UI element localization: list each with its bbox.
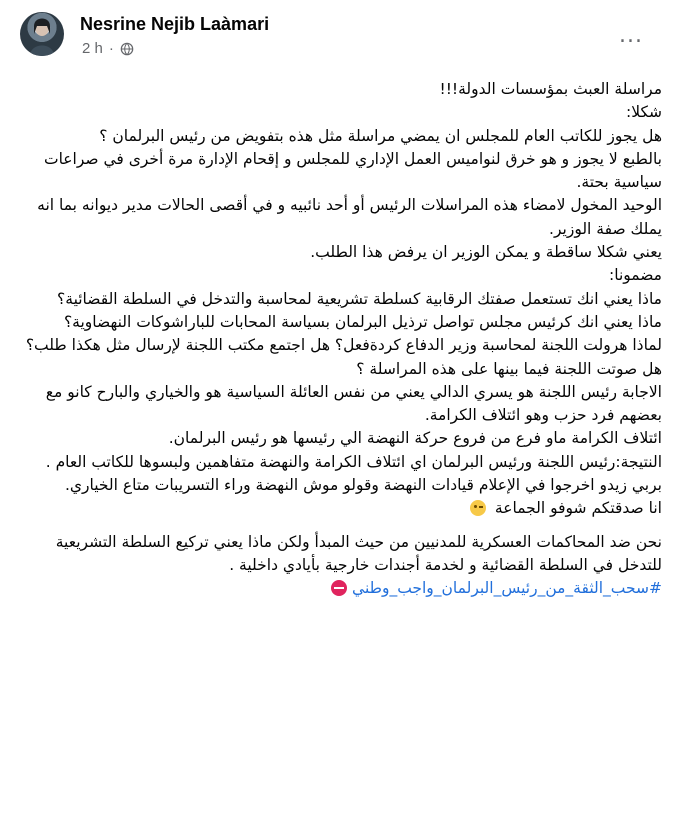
post-line: الوحيد المخول لامضاء هذه المراسلات الرئيس أو أحد نائبيه و في أقصى الحالات مدير ديوانه بما انه يملك صفة الوزير. [37, 196, 662, 238]
post-line: نحن ضد المحاكمات العسكرية للمدنيين من حيث المبدأ ولكن ماذا يعني تركيع السلطة التشريعية للتدخل في السلطة القضائية و لخدمة أجندات خارجية بأيادي داخلية . [55, 532, 662, 574]
post-body [14, 78, 662, 601]
post-meta: 2 h · [82, 40, 134, 57]
profile-photo-icon [20, 12, 64, 56]
no-entry-icon [331, 580, 347, 596]
post-line: ماذا يعني انك تستعمل صفتك الرقابية كسلطة تشريعية لمحاسبة والتدخل في السلطة القضائية؟ [57, 289, 662, 308]
post-time[interactable]: 2 h [82, 40, 103, 57]
post-header [0, 0, 675, 70]
post-line: ماذا يعني انك كرئيس مجلس تواصل ترذيل البرلمان بسياسة المحابات للباراشوكات النهضاوية؟ [63, 312, 662, 331]
post-line-with-emoji [14, 497, 662, 520]
post-line: يعني شكلا ساقطة و يمكن الوزير ان يرفض هذا الطلب. [310, 243, 662, 262]
more-options-button[interactable]: ... [619, 22, 643, 48]
post-line: مراسلة العبث بمؤسسات الدولة!!! [439, 80, 662, 98]
post-line: انا صدقتكم شوفو الجماعة [494, 499, 662, 518]
winking-face-icon [470, 500, 486, 516]
post-line: ائتلاف الكرامة ماو فرع من فروع حركة النهضة الي رئيسها هو رئيس البرلمان. [168, 429, 662, 448]
avatar[interactable] [20, 12, 64, 56]
post-line: النتيجة:رئيس اللجنة ورئيس البرلمان اي ائتلاف الكرامة والنهضة متفاهمين ولبسوها للكاتب العام . [45, 452, 662, 471]
post-line: لماذا هرولت اللجنة لمحاسبة وزير الدفاع كردةفعل؟ هل اجتمع مكتب اللجنة لإرسال مثل هكذا طلب؟ هل صوتت اللجنة فيما بينها على هذه المراسلة ؟ [25, 336, 662, 378]
post-line: بربي زيدو اخرجوا في الإعلام قيادات النهضة وقولو موش النهضة وراء التسريبات متاع الخياري. [64, 476, 662, 495]
post-line: الاجابة رئيس اللجنة هو يسري الدالي يعني من نفس العائلة السياسية هو والخياري والبارح كانو مع بعضهم فرد حزب وهو ائتلاف الكرامة. [45, 382, 662, 425]
globe-icon [120, 42, 134, 56]
post-line: بالطبع لا يجوز و هو خرق لنواميس العمل الإداري للمجلس و إقحام الإدارة مرة أخرى في صراعات سياسية بحتة. [43, 149, 662, 192]
post-line: هل يجوز للكاتب العام للمجلس ان يمضي مراسلة مثل هذه بتفويض من رئيس البرلمان ؟ [99, 126, 662, 145]
hashtag-line [14, 577, 662, 600]
post-line: شكلا: [625, 103, 662, 122]
author-name[interactable]: Nesrine Nejib Laàmari [80, 14, 270, 34]
paragraph-gap [14, 521, 662, 531]
hashtag-link[interactable]: #سحب_الثقة_من_رئيس_البرلمان_واجب_وطني [352, 579, 662, 598]
post-line: مضمونا: [609, 266, 662, 285]
